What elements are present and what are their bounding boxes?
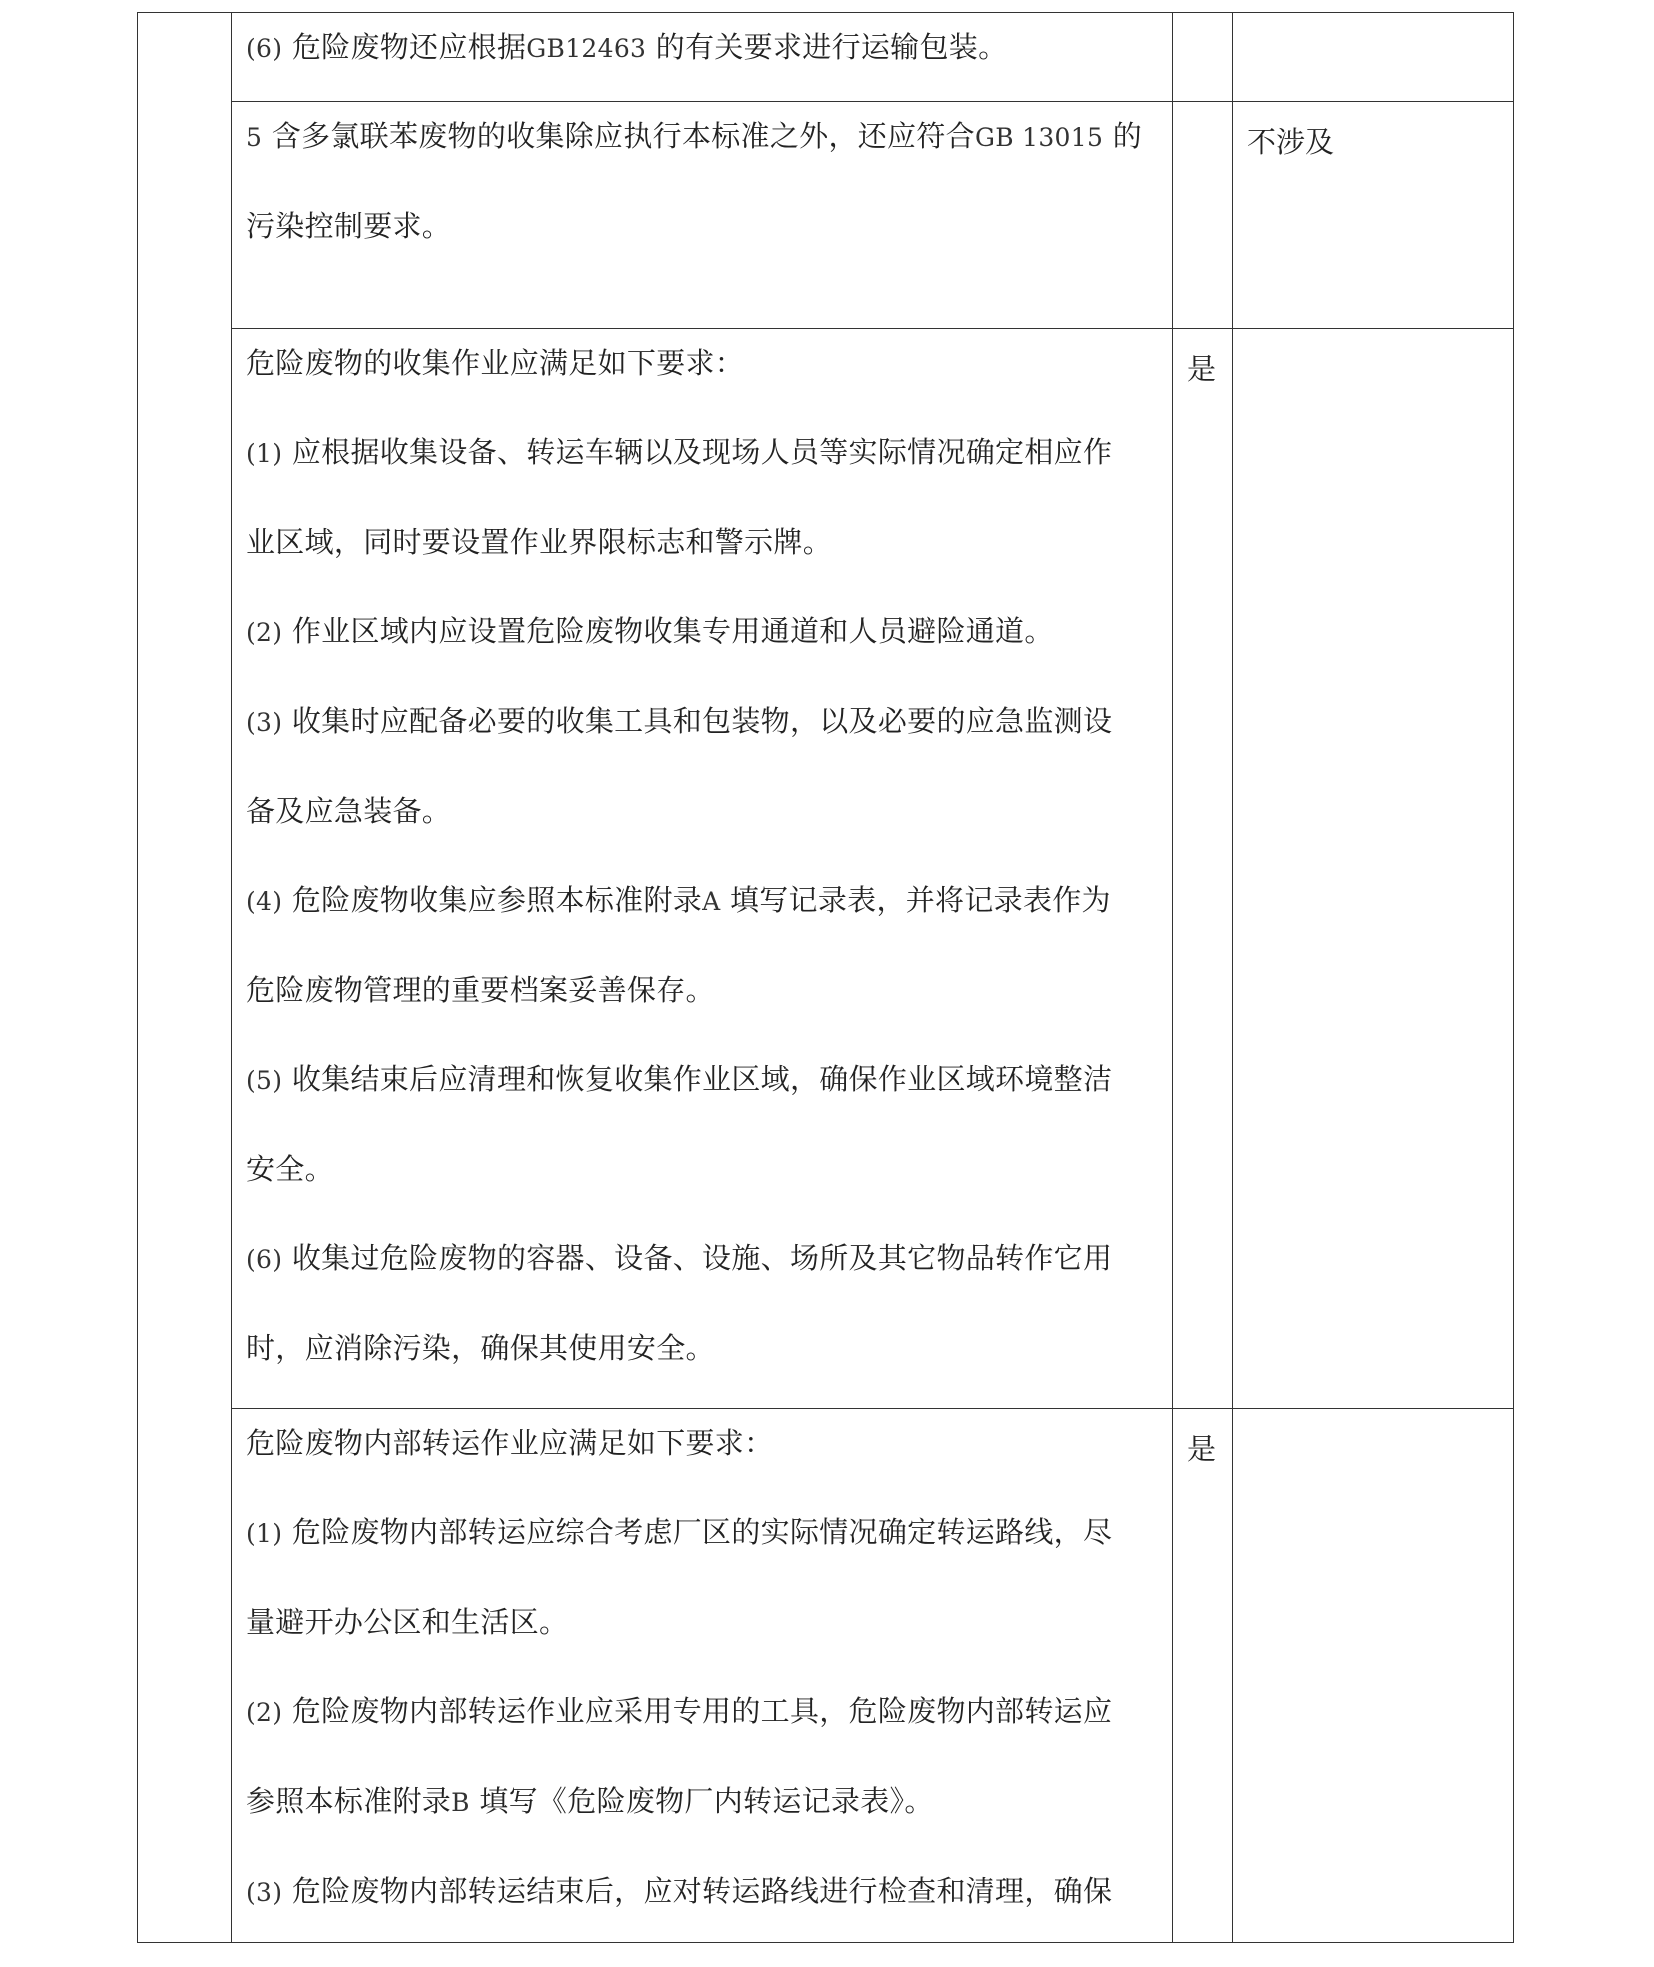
paragraph xyxy=(246,1578,1158,1667)
paragraph xyxy=(246,946,1158,1035)
compliance-mark-cell xyxy=(1173,1409,1233,1943)
paragraph-text: 危险废物内部转运作业应采用专用的工具，危险废物内部转运应 xyxy=(291,1694,1113,1728)
paragraph-text: 危险废物管理的重要档案妥善保存。 xyxy=(246,973,715,1007)
paragraph-text: 危险废物内部转运作业应满足如下要求： xyxy=(246,1426,774,1460)
note-text xyxy=(1233,1409,1513,1429)
paragraph-text: 危险废物内部转运应综合考虑厂区的实际情况确定转运路线，尽 xyxy=(291,1515,1113,1549)
paragraph-tail: 填写记录表，并将记录表作为 xyxy=(729,883,1111,917)
paragraph-text: 收集时应配备必要的收集工具和包装物，以及必要的应急监测设 xyxy=(291,704,1113,738)
paragraph-tail: 填写《危险废物厂内转运记录表》。 xyxy=(479,1784,934,1818)
paragraph xyxy=(246,856,1158,946)
item-number: 5 xyxy=(246,123,263,152)
compliance-mark xyxy=(1173,13,1232,33)
item-number: (2) xyxy=(246,1698,283,1727)
item-number: (1) xyxy=(246,1519,283,1548)
paragraph xyxy=(246,1847,1158,1937)
paragraph xyxy=(246,767,1158,856)
paragraph xyxy=(246,1304,1158,1393)
paragraph xyxy=(246,1399,1158,1488)
compliance-mark: 是 xyxy=(1187,352,1217,386)
item-number: (2) xyxy=(246,618,283,647)
item-number: (4) xyxy=(246,887,283,916)
item-number: (3) xyxy=(246,1878,283,1907)
compliance-mark: 是 xyxy=(1187,1432,1217,1466)
table-row xyxy=(138,13,1514,102)
paragraph-text: 业区域，同时要设置作业界限标志和警示牌。 xyxy=(246,525,833,559)
compliance-table xyxy=(137,12,1514,1943)
compliance-mark-cell xyxy=(1173,329,1233,1409)
compliance-mark xyxy=(1173,102,1232,122)
paragraph xyxy=(246,1488,1158,1578)
note-text xyxy=(1233,329,1513,349)
paragraph-text: 备及应急装备。 xyxy=(246,794,452,828)
standard-reference: GB 13015 xyxy=(974,123,1104,152)
paragraph-text: 危险废物的收集作业应满足如下要求： xyxy=(246,346,745,380)
index-column-cell xyxy=(138,13,232,1943)
paragraph-text: 量避开办公区和生活区。 xyxy=(246,1605,569,1639)
appendix-reference: B xyxy=(451,1788,470,1817)
paragraph xyxy=(246,1667,1158,1757)
paragraph xyxy=(246,677,1158,767)
paragraph xyxy=(246,1035,1158,1125)
standard-reference: GB12463 xyxy=(526,34,647,63)
compliance-mark-cell xyxy=(1173,13,1233,102)
paragraph-text: 作业区域内应设置危险废物收集专用通道和人员避险通道。 xyxy=(291,614,1054,648)
paragraph-text: 安全。 xyxy=(246,1152,334,1186)
table-row xyxy=(138,329,1514,1409)
paragraph xyxy=(246,319,1158,408)
note-text: 不涉及 xyxy=(1247,125,1335,159)
paragraph xyxy=(246,182,1158,271)
note-text xyxy=(1233,13,1513,33)
paragraph-text: 时，应消除污染，确保其使用安全。 xyxy=(246,1331,715,1365)
note-cell xyxy=(1233,102,1514,329)
compliance-mark-cell xyxy=(1173,102,1233,329)
paragraph-text: 含多氯联苯废物的收集除应执行本标准之外，还应符合 xyxy=(271,119,975,153)
requirement-cell xyxy=(232,329,1173,1409)
paragraph-text: 收集结束后应清理和恢复收集作业区域，确保作业区域环境整洁 xyxy=(291,1062,1113,1096)
item-number: (5) xyxy=(246,1066,283,1095)
requirement-cell xyxy=(232,102,1173,329)
note-cell xyxy=(1233,329,1514,1409)
requirement-cell xyxy=(232,1409,1173,1943)
paragraph-text: 收集过危险废物的容器、设备、设施、场所及其它物品转作它用 xyxy=(291,1241,1113,1275)
note-cell xyxy=(1233,1409,1514,1943)
paragraph-tail: 的 xyxy=(1112,119,1143,153)
table-row xyxy=(138,1409,1514,1943)
paragraph xyxy=(246,1757,1158,1847)
paragraph xyxy=(246,587,1158,677)
item-number: (6) xyxy=(246,34,283,63)
item-number: (3) xyxy=(246,708,283,737)
paragraph xyxy=(246,498,1158,587)
paragraph-text: 污染控制要求。 xyxy=(246,209,452,243)
paragraph-text: 应根据收集设备、转运车辆以及现场人员等实际情况确定相应作 xyxy=(291,435,1113,469)
paragraph-text: 危险废物还应根据 xyxy=(291,30,527,64)
paragraph-tail: 的有关要求进行运输包装。 xyxy=(655,30,1008,64)
paragraph-text: 危险废物内部转运结束后，应对转运路线进行检查和清理，确保 xyxy=(291,1874,1113,1908)
paragraph-text: 危险废物收集应参照本标准附录 xyxy=(291,883,703,917)
paragraph xyxy=(246,1214,1158,1304)
item-number: (1) xyxy=(246,439,283,468)
paragraph xyxy=(246,1125,1158,1214)
item-number: (6) xyxy=(246,1245,283,1274)
note-cell xyxy=(1233,13,1514,102)
paragraph xyxy=(246,92,1158,182)
paragraph-text: 参照本标准附录 xyxy=(246,1784,452,1818)
table-row xyxy=(138,102,1514,329)
paragraph xyxy=(246,408,1158,498)
appendix-reference: A xyxy=(702,887,721,916)
